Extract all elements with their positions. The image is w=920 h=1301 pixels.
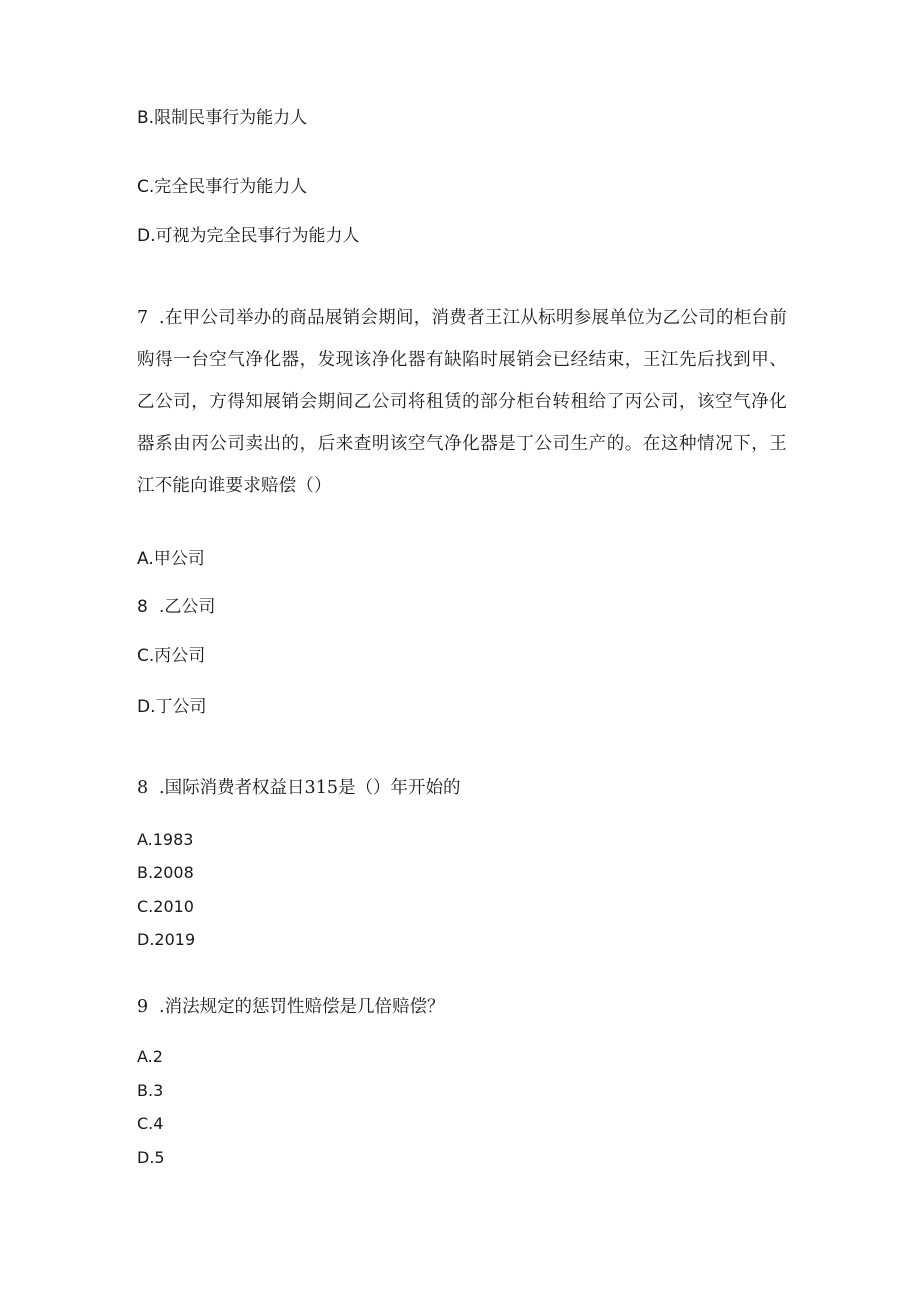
q9-option-d: D.5	[137, 1148, 165, 1167]
q6-option-b: B.限制民事行为能力人	[137, 108, 308, 128]
q7-option-b-number: 8	[137, 597, 148, 617]
q7-option-c: C.丙公司	[137, 646, 206, 666]
q8-stem	[137, 777, 460, 799]
q8-option-a: A.1983	[137, 830, 194, 849]
q9-stem-text: .消法规定的惩罚性赔偿是几倍赔偿？	[159, 997, 445, 1017]
q8-number: 8	[137, 778, 149, 798]
q6-option-d: D.可视为完全民事行为能力人	[137, 226, 360, 246]
q7-number: 7	[137, 308, 149, 328]
q8-option-c: C.2010	[137, 897, 194, 916]
q8-option-b: B.2008	[137, 863, 194, 882]
q7-stem-text: .在甲公司举办的商品展销会期间，消费者王江从标明参展单位为乙公司的柜台前购得一台空气净化器，发现该净化器有缺陷时展销会已经结束，王江先后找到甲、乙公司，方得知展销会期间乙公司将租赁的部分柜台转租给了丙公司，该空气净化器系由丙公司卖出的，后来查明该空气净化器是丁公司生产的。在这种情况下，王江不能向谁要求赔偿（）	[137, 308, 787, 496]
q6-option-c: C.完全民事行为能力人	[137, 177, 308, 197]
q9-option-b: B.3	[137, 1081, 164, 1100]
q7-option-a: A.甲公司	[137, 549, 205, 569]
q9-option-a: A.2	[137, 1047, 163, 1066]
q8-option-d: D.2019	[137, 930, 196, 949]
q7-option-d: D.丁公司	[137, 697, 207, 717]
q8-stem-text: .国际消费者权益日315是（）年开始的	[159, 778, 461, 798]
q7-stem	[137, 297, 787, 507]
q9-number: 9	[137, 997, 149, 1017]
q7-option-b	[137, 596, 215, 618]
q9-stem	[137, 996, 445, 1018]
q7-option-b-text: .乙公司	[159, 597, 216, 617]
q9-option-c: C.4	[137, 1114, 164, 1133]
